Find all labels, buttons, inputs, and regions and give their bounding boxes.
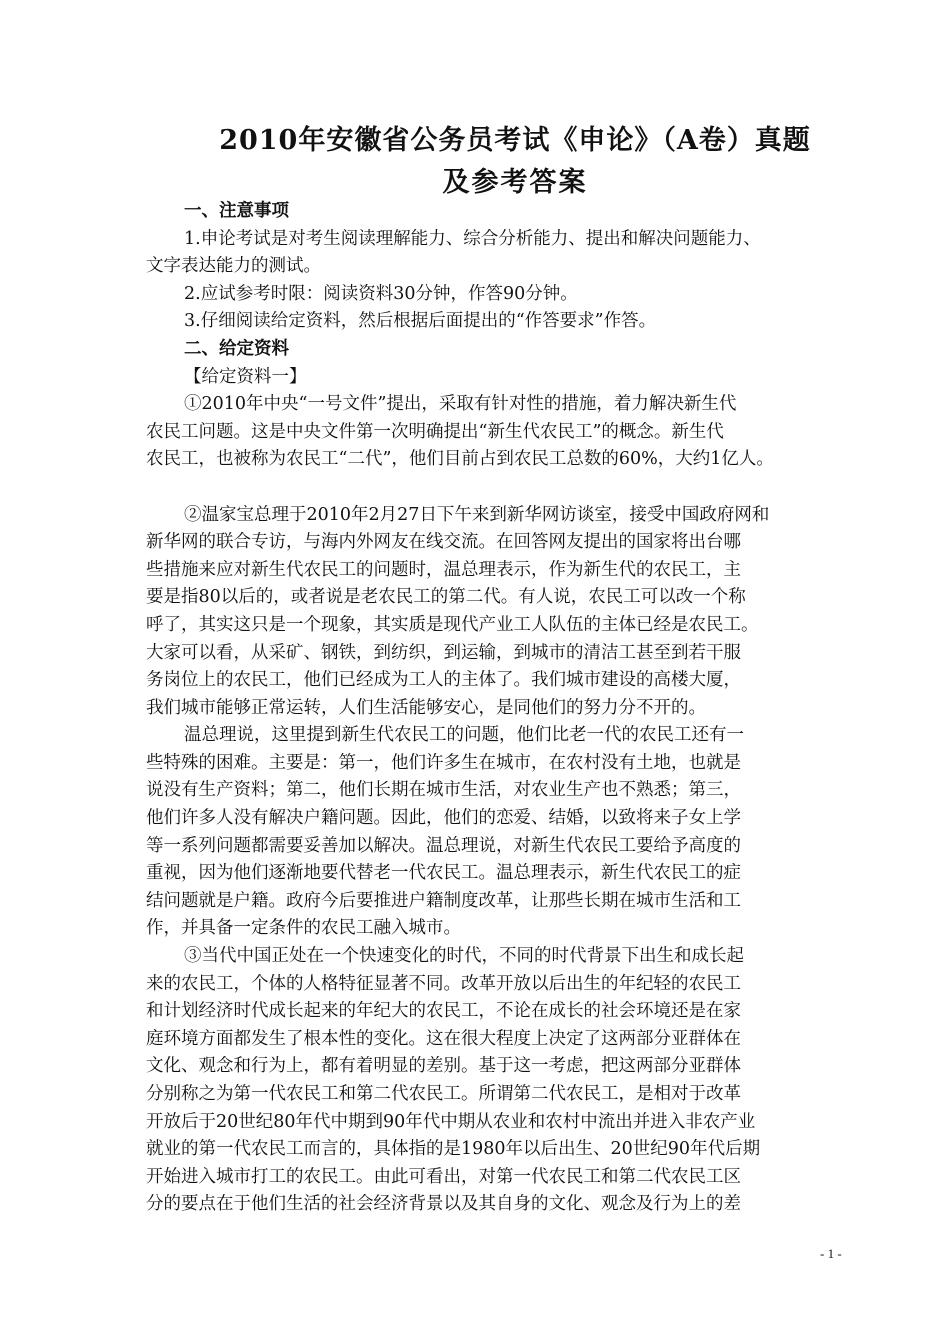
text-line: 2.应试参考时限：阅读资料30分钟，作答90分钟。 <box>184 283 578 304</box>
text-line: 温总理说，这里提到新生代农民工的问题，他们比老一代的农民工还有一 <box>184 725 744 746</box>
text-line: 3.仔细阅读给定资料，然后根据后面提出的“作答要求”作答。 <box>184 311 657 332</box>
text-line: ①2010年中央“一号文件”提出，采取有针对性的措施，着力解决新生代 <box>184 394 737 415</box>
text-line: 分的要点在于他们生活的社会经济背景以及其自身的文化、观念及行为上的差 <box>146 1194 741 1215</box>
text-line: 新华网的联合专访，与海内外网友在线交流。在回答网友提出的国家将出台哪 <box>146 532 741 553</box>
text-line: ③当代中国正处在一个快速变化的时代，不同的时代背景下出生和成长起 <box>184 946 744 967</box>
text-line: 开始进入城市打工的农民工。由此可看出，对第一代农民工和第二代农民工区 <box>146 1166 741 1187</box>
text-line: 呼了，其实这只是一个现象，其实质是现代产业工人队伍的主体已经是农民工。 <box>146 614 759 635</box>
text-line: 说没有生产资料；第二，他们长期在城市生活，对农业生产也不熟悉；第三， <box>146 780 741 801</box>
text-line: 分别称之为第一代农民工和第二代农民工。所谓第二代农民工，是相对于改革 <box>146 1084 741 1104</box>
text-line: 我们城市能够正常运转，人们生活能够安心，是同他们的努力分不开的。 <box>146 697 706 718</box>
text-line: 农民工，也被称为农民工“二代”，他们目前占到农民工总数的60%，大约1亿人。 <box>146 449 774 470</box>
text-line: 文字表达能力的测试。 <box>146 256 321 277</box>
text-line: ②温家宝总理于2010年2月27日下午来到新华网访谈室，接受中国政府网和 <box>184 504 770 525</box>
text-line: 务岗位上的农民工，他们已经成为工人的主体了。我们城市建设的高楼大厦， <box>146 670 741 691</box>
text-line: 结问题就是户籍。政府今后要推进户籍制度改革，让那些长期在城市生活和工 <box>146 890 741 911</box>
text-line: 他们许多人没有解决户籍问题。因此，他们的恋爱、结婚，以致将来子女上学 <box>146 808 741 829</box>
text-line: 大家可以看，从采矿、钢铁，到纺织，到运输，到城市的清洁工甚至到若干服 <box>146 642 741 663</box>
text-line: 文化、观念和行为上，都有着明显的差别。基于这一考虑，把这两部分亚群体 <box>146 1056 741 1077</box>
text-line: 1.申论考试是对考生阅读理解能力、综合分析能力、提出和解决问题能力、 <box>184 228 761 249</box>
text-line: 等一系列问题都需要妥善加以解决。温总理说，对新生代农民工要给予高度的 <box>146 835 741 856</box>
document-subtitle: 及参考答案 <box>442 167 588 198</box>
page-number: - 1 - <box>820 1246 842 1261</box>
material-heading: 【给定资料一】 <box>184 366 307 387</box>
paragraph-gap <box>146 474 816 502</box>
document-body <box>146 198 816 1219</box>
text-line: 重视，因为他们逐渐地要代替老一代农民工。温总理表示，新生代农民工的症 <box>146 863 741 884</box>
text-line: 些特殊的困难。主要是：第一，他们许多生在城市，在农村没有土地，也就是 <box>146 752 741 773</box>
text-line: 要是指80以后的，或者说是老农民工的第二代。有人说，农民工可以改一个称 <box>146 587 746 608</box>
text-line: 和计划经济时代成长起来的年纪大的农民工，不论在成长的社会环境还是在家 <box>146 1001 741 1022</box>
text-line: 庭环境方面都发生了根本性的变化。这在很大程度上决定了这两部分亚群体在 <box>146 1028 741 1049</box>
text-line: 开放后于20世纪80年代中期到90年代中期从农业和农村中流出并进入非农产业 <box>146 1111 756 1132</box>
text-line: 来的农民工，个体的人格特征显著不同。改革开放以后出生的年纪轻的农民工 <box>146 973 741 994</box>
section-heading: 一、注意事项 <box>184 201 289 221</box>
text-line: 些措施来应对新生代农民工的问题时，温总理表示，作为新生代的农民工，主 <box>146 559 741 580</box>
section-heading: 二、给定资料 <box>184 338 289 359</box>
document-title: 2010年安徽省公务员考试《申论》（A卷）真题 <box>219 125 811 156</box>
text-line: 就业的第一代农民工而言的，具体指的是1980年以后出生、20世纪90年代后期 <box>146 1139 761 1160</box>
text-line: 农民工问题。这是中央文件第一次明确提出“新生代农民工”的概念。新生代 <box>146 421 724 442</box>
text-line: 作，并具备一定条件的农民工融入城市。 <box>146 918 461 939</box>
